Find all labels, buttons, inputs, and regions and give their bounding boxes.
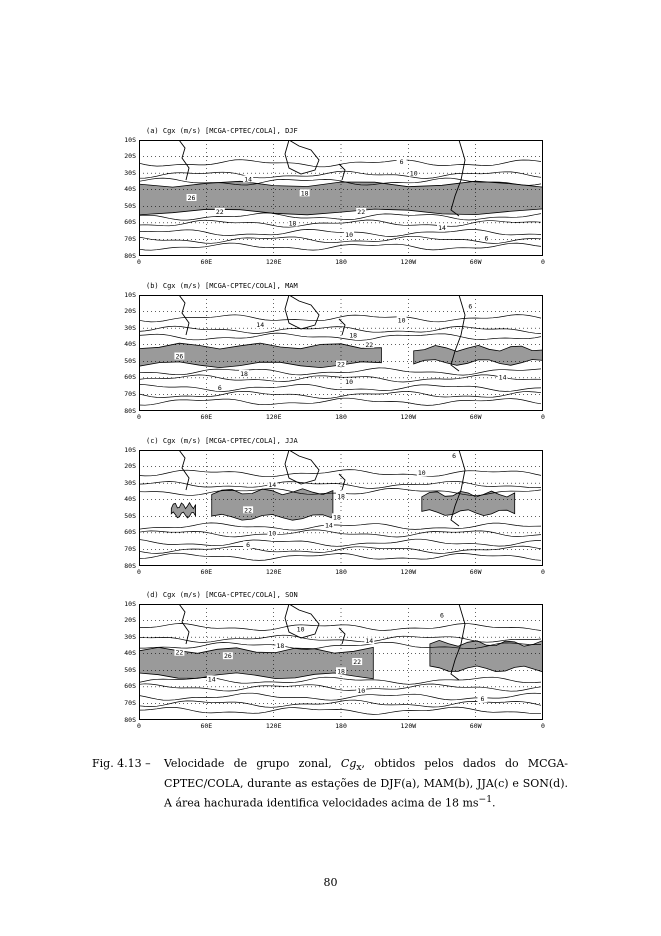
y-tick-label: 80S: [124, 406, 136, 415]
page-number: 80: [323, 876, 338, 889]
shaded-region: [212, 489, 333, 520]
contour-line: [139, 546, 541, 553]
y-tick-label: 40S: [124, 495, 136, 504]
contour-line: [139, 368, 541, 375]
y-tick-label: 40S: [124, 649, 136, 658]
contour-label: 18: [337, 667, 345, 676]
y-tick-label: 40S: [124, 340, 136, 349]
contour-label: 22: [215, 207, 224, 216]
contour-line: [139, 530, 541, 537]
y-tick-label: 20S: [124, 152, 136, 161]
contour-label: 6: [484, 234, 489, 243]
contour-label: 14: [244, 175, 252, 184]
x-tick-label: 120E: [265, 722, 282, 730]
contour-label: 22: [353, 658, 362, 666]
caption-superscript: −1: [478, 794, 493, 806]
contour-line: [139, 375, 541, 382]
contour-label: 22: [357, 207, 366, 216]
coastline: [339, 628, 345, 644]
coastline: [285, 450, 319, 484]
x-tick-label: 0: [137, 413, 141, 421]
y-tick-label: 30S: [124, 478, 136, 487]
contour-line: [139, 315, 541, 322]
x-tick-label: 0: [541, 413, 545, 421]
x-tick-label: 120E: [265, 413, 282, 421]
y-tick-label: 30S: [124, 632, 136, 641]
x-tick-label: 0: [541, 258, 545, 266]
contour-line: [139, 236, 541, 243]
x-tick-label: 60E: [200, 413, 213, 421]
y-tick-label: 40S: [124, 185, 136, 194]
x-tick-label: 120W: [400, 722, 417, 730]
contour-label: 10: [345, 231, 353, 240]
contour-label: 22: [175, 648, 184, 657]
shaded-region: [430, 640, 543, 672]
x-tick-label: 120W: [400, 568, 417, 576]
contour-line: [139, 539, 541, 546]
y-tick-label: 60S: [124, 528, 136, 537]
x-tick-label: 60E: [200, 568, 213, 576]
x-tick-label: 0: [541, 568, 545, 576]
x-tick-label: 60W: [469, 568, 482, 576]
contour-map: [139, 450, 543, 566]
contour-label: 10: [417, 469, 426, 478]
x-tick-label: 60W: [469, 258, 482, 266]
y-tick-label: 20S: [124, 462, 136, 471]
y-tick-label: 80S: [124, 561, 136, 570]
y-tick-label: 10S: [124, 599, 136, 608]
figure-panel-2: [112, 283, 552, 423]
contour-label: 26: [175, 352, 184, 361]
contour-label: 18: [349, 331, 358, 340]
caption-text: [164, 756, 568, 812]
y-tick-label: 10S: [124, 135, 136, 144]
x-tick-label: 0: [137, 722, 141, 730]
y-tick-label: 50S: [124, 665, 136, 674]
coastline: [179, 295, 189, 335]
y-tick-label: 80S: [124, 715, 136, 724]
figure-panel-3: [112, 438, 552, 578]
x-tick-label: 60W: [469, 413, 482, 421]
contour-label: 10: [397, 316, 406, 325]
contour-line: [139, 220, 541, 227]
y-tick-label: 50S: [124, 201, 136, 210]
x-tick-label: 120W: [400, 413, 417, 421]
y-tick-label: 10S: [124, 290, 136, 299]
contour-label: 14: [498, 373, 507, 382]
contour-label: 10: [268, 529, 277, 538]
y-tick-label: 20S: [124, 616, 136, 625]
contour-label: 14: [365, 637, 374, 646]
contour-label: 22: [365, 340, 374, 349]
contour-line: [139, 333, 541, 340]
contour-label: 14: [438, 224, 446, 233]
x-tick-label: 180: [335, 722, 347, 730]
y-tick-label: 70S: [124, 234, 136, 243]
contour-label: 18: [240, 369, 248, 378]
contour-label: 22: [244, 506, 252, 515]
coastline: [339, 164, 345, 180]
panel-title: (a) Cgx (m/s) [MCGA-CPTEC/COLA], DJF: [146, 127, 298, 135]
contour-map: [139, 604, 543, 720]
contour-line: [139, 243, 541, 250]
contour-label: 22: [337, 360, 345, 369]
contour-label: 26: [223, 652, 232, 661]
contour-label: 6: [399, 158, 404, 167]
contour-label: 10: [409, 169, 418, 178]
y-tick-label: 70S: [124, 698, 136, 707]
x-tick-label: 60E: [200, 258, 213, 266]
x-tick-label: 180: [335, 258, 347, 266]
caption-part-3: .: [492, 796, 496, 810]
contour-label: 14: [268, 480, 277, 489]
x-tick-label: 120E: [265, 258, 282, 266]
coastline: [179, 140, 189, 180]
contour-map: [139, 295, 543, 411]
contour-label: 26: [187, 194, 196, 202]
x-tick-label: 0: [541, 722, 545, 730]
coastline: [339, 474, 345, 490]
contour-line: [139, 481, 541, 488]
caption-part-1: Velocidade de grupo zonal,: [164, 757, 341, 770]
x-tick-label: 60E: [200, 722, 213, 730]
contour-line: [139, 171, 541, 178]
contour-label: 10: [345, 378, 353, 386]
contour-label: 18: [276, 641, 285, 650]
contour-label: 18: [333, 513, 341, 522]
x-tick-label: 0: [137, 258, 141, 266]
contour-label: 18: [288, 219, 297, 228]
shaded-region: [171, 503, 195, 518]
panel-title: (d) Cgx (m/s) [MCGA-CPTEC/COLA], SON: [146, 591, 298, 599]
panel-title: (b) Cgx (m/s) [MCGA-CPTEC/COLA], MAM: [146, 282, 298, 290]
contour-line: [139, 553, 541, 560]
contour-label: 10: [296, 625, 305, 634]
y-tick-label: 70S: [124, 544, 136, 553]
caption-symbol: Cg: [340, 757, 357, 770]
contour-line: [139, 398, 541, 405]
shaded-region: [139, 181, 543, 215]
contour-line: [139, 707, 541, 714]
contour-line: [139, 684, 541, 691]
y-tick-label: 20S: [124, 307, 136, 316]
contour-label: 6: [452, 451, 457, 460]
caption-part-2: , obtidos pelos dados do MCGA-CPTEC/COLA, durante as estações de DJF(a), MAM(b), JJA(c) e SON(d). A área hachurada identifica velocidades acima de 18 ms: [164, 757, 568, 810]
figure-panel-4: [112, 592, 552, 732]
x-tick-label: 120E: [265, 568, 282, 576]
y-tick-label: 60S: [124, 682, 136, 691]
x-tick-label: 180: [335, 413, 347, 421]
caption-subscript: x: [356, 762, 362, 774]
contour-line: [139, 229, 541, 236]
contour-label: 6: [440, 611, 444, 620]
figure-panel-1: [112, 128, 552, 268]
contour-label: 6: [468, 302, 473, 311]
y-tick-label: 30S: [124, 168, 136, 177]
contour-line: [139, 635, 541, 642]
y-tick-label: 30S: [124, 323, 136, 332]
contour-line: [139, 160, 541, 167]
x-tick-label: 120W: [400, 258, 417, 266]
contour-label: 14: [256, 321, 265, 330]
panel-title: (c) Cgx (m/s) [MCGA-CPTEC/COLA], JJA: [146, 437, 298, 445]
contour-label: 6: [246, 541, 251, 550]
y-tick-label: 60S: [124, 373, 136, 382]
contour-line: [139, 326, 541, 333]
y-tick-label: 60S: [124, 218, 136, 227]
shaded-region: [414, 345, 543, 365]
contour-label: 10: [357, 687, 366, 695]
x-tick-label: 180: [335, 568, 347, 576]
coastline: [285, 140, 319, 174]
contour-label: 18: [300, 189, 309, 198]
caption-label: Fig. 4.13 –: [92, 757, 151, 770]
contour-label: 14: [207, 675, 216, 684]
y-tick-label: 50S: [124, 356, 136, 365]
contour-label: 6: [217, 383, 222, 392]
y-tick-label: 10S: [124, 445, 136, 454]
x-tick-label: 60W: [469, 722, 482, 730]
contour-line: [139, 523, 541, 530]
y-tick-label: 50S: [124, 511, 136, 520]
y-tick-label: 70S: [124, 389, 136, 398]
y-tick-label: 80S: [124, 251, 136, 260]
contour-label: 18: [337, 492, 345, 501]
contour-label: 14: [324, 521, 333, 530]
contour-label: 6: [480, 695, 485, 704]
coastline: [285, 295, 319, 329]
contour-line: [139, 384, 541, 391]
x-tick-label: 0: [137, 568, 141, 576]
contour-line: [139, 391, 541, 398]
contour-map: [139, 140, 543, 256]
